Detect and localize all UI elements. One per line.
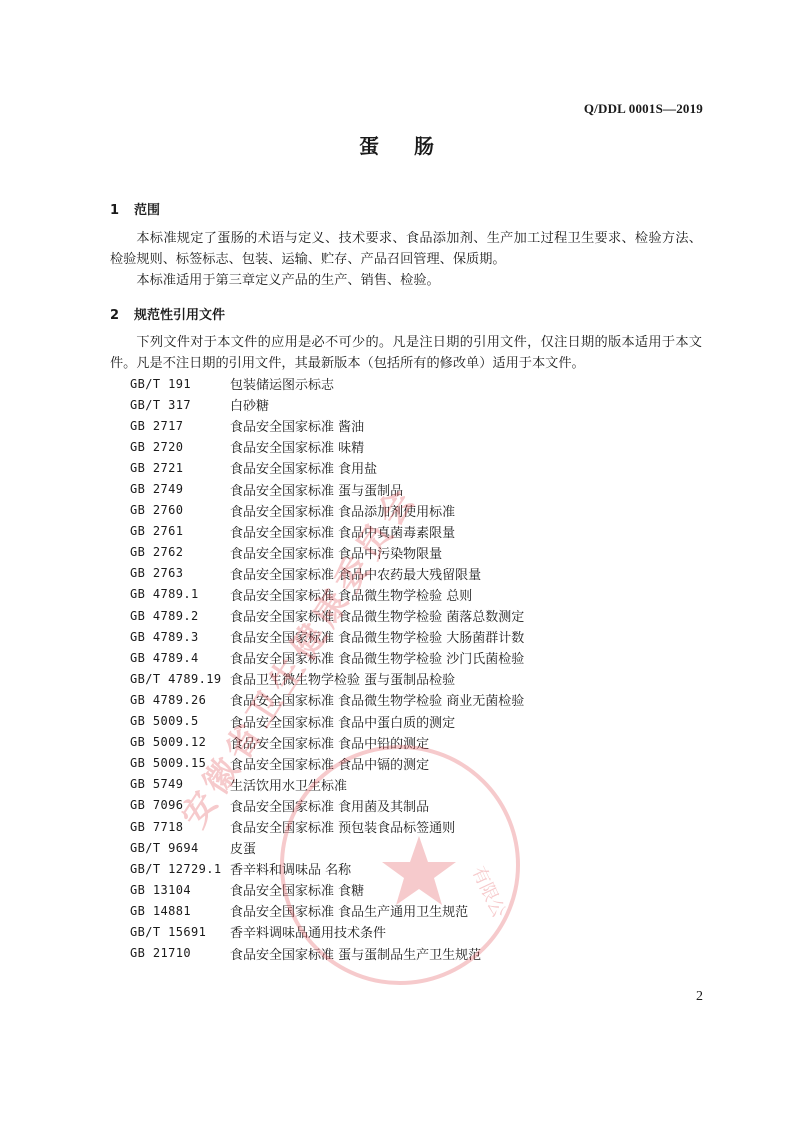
reference-list: [130, 373, 524, 964]
seal-text: 有限公: [467, 863, 510, 922]
reference-item: [130, 563, 524, 584]
reference-title: 食品安全国家标准 食用盐: [230, 462, 378, 478]
reference-title: 食品安全国家标准 酱油: [230, 420, 365, 436]
reference-title: 食品安全国家标准 食品中农药最大残留限量: [230, 567, 482, 583]
reference-item: [130, 921, 524, 942]
reference-code: GB 4789.26: [130, 692, 207, 707]
reference-item: [130, 711, 524, 732]
reference-title: 食品安全国家标准 食品中蛋白质的测定: [230, 715, 456, 731]
reference-item: [130, 478, 524, 499]
reference-code: GB 7718: [130, 819, 184, 834]
reference-title: 皮蛋: [230, 842, 257, 858]
reference-title: 生活饮用水卫生标准: [230, 778, 348, 794]
reference-item: [130, 394, 524, 415]
reference-title: 食品安全国家标准 食品微生物学检验 大肠菌群计数: [230, 631, 525, 647]
reference-title: 食品安全国家标准 蛋与蛋制品: [230, 483, 404, 499]
paragraph: 本标准规定了蛋肠的术语与定义、技术要求、食品添加剂、生产加工过程卫生要求、检验方法、检验规则、标签标志、包装、运输、贮存、产品召回管理、保质期。: [110, 231, 702, 267]
reference-title: 香辛料和调味品 名称: [230, 863, 352, 879]
reference-item: [130, 689, 524, 710]
reference-title: 食品安全国家标准 食品微生物学检验 商业无菌检验: [230, 694, 525, 710]
reference-title: 食品安全国家标准 食品中污染物限量: [230, 546, 443, 562]
reference-item: [130, 542, 524, 563]
reference-code: GB 5009.12: [130, 735, 207, 750]
section-title: 规范性引用文件: [134, 308, 226, 323]
reference-item: [130, 879, 524, 900]
reference-code: GB 2717: [130, 418, 184, 433]
reference-title: 香辛料调味品通用技术条件: [230, 926, 387, 942]
section-title: 范围: [134, 203, 161, 218]
paragraph: 本标准适用于第三章定义产品的生产、销售、检验。: [136, 273, 440, 288]
section-heading: [110, 199, 160, 218]
reference-code: GB 7096: [130, 798, 184, 813]
reference-item: [130, 626, 524, 647]
reference-code: GB/T 317: [130, 397, 191, 412]
reference-code: GB 21710: [130, 946, 191, 961]
reference-code: GB 2720: [130, 439, 184, 454]
reference-title: 食品安全国家标准 食用菌及其制品: [230, 799, 430, 815]
reference-title: 食品安全国家标准 食品添加剂使用标准: [230, 504, 456, 520]
document-title: 蛋 肠: [359, 134, 448, 158]
reference-code: GB 2721: [130, 460, 184, 475]
section-number: 1: [110, 203, 120, 218]
reference-code: GB 5009.5: [130, 714, 199, 729]
reference-item: [130, 647, 524, 668]
reference-item: [130, 795, 524, 816]
reference-item: [130, 753, 524, 774]
reference-code: GB 5009.15: [130, 756, 207, 771]
reference-item: [130, 457, 524, 478]
reference-code: GB 2763: [130, 566, 184, 581]
reference-title: 食品安全国家标准 食品微生物学检验 沙门氏菌检验: [230, 652, 525, 668]
reference-code: GB 4789.4: [130, 650, 199, 665]
reference-code: GB/T 9694: [130, 840, 199, 855]
reference-code: GB 2749: [130, 482, 184, 497]
reference-title: 食品安全国家标准 食品中镉的测定: [230, 757, 430, 773]
reference-item: [130, 373, 524, 394]
section-number: 2: [110, 308, 120, 323]
reference-item: [130, 605, 524, 626]
paragraph: 下列文件对于本文件的应用是必不可少的。凡是注日期的引用文件，仅注日期的版本适用于本文件。凡是不注日期的引用文件，其最新版本（包括所有的修改单）适用于本文件。: [110, 335, 702, 371]
reference-item: [130, 415, 524, 436]
reference-title: 食品安全国家标准 食品中铅的测定: [230, 736, 430, 752]
section-heading: [110, 304, 225, 323]
reference-item: [130, 943, 524, 964]
reference-item: [130, 668, 524, 689]
reference-code: GB 14881: [130, 903, 191, 918]
reference-code: GB 2762: [130, 545, 184, 560]
reference-title: 食品安全国家标准 预包装食品标签通则: [230, 821, 456, 837]
reference-code: GB/T 191: [130, 376, 191, 391]
reference-code: GB 5749: [130, 777, 184, 792]
reference-item: [130, 858, 524, 879]
reference-item: [130, 500, 524, 521]
reference-item: [130, 837, 524, 858]
reference-code: GB/T 15691: [130, 924, 207, 939]
reference-title: 食品卫生微生物学检验 蛋与蛋制品检验: [230, 673, 456, 689]
reference-code: GB/T 4789.19: [130, 671, 222, 686]
reference-title: 食品安全国家标准 蛋与蛋制品生产卫生规范: [230, 947, 482, 963]
std-code: Q/DDL 0001S—2019: [583, 101, 703, 116]
reference-item: [130, 732, 524, 753]
reference-code: GB 4789.1: [130, 587, 199, 602]
reference-title: 白砂糖: [230, 399, 270, 415]
reference-item: [130, 900, 524, 921]
reference-item: [130, 521, 524, 542]
reference-title: 包装储运图示标志: [230, 378, 335, 394]
reference-item: [130, 584, 524, 605]
reference-code: GB 2760: [130, 503, 184, 518]
reference-item: [130, 816, 524, 837]
reference-code: GB/T 12729.1: [130, 861, 222, 876]
reference-code: GB 2761: [130, 524, 184, 539]
reference-title: 食品安全国家标准 食品生产通用卫生规范: [230, 905, 469, 921]
reference-code: GB 4789.2: [130, 608, 199, 623]
reference-item: [130, 436, 524, 457]
reference-title: 食品安全国家标准 食品微生物学检验 菌落总数测定: [230, 610, 525, 626]
reference-title: 食品安全国家标准 食糖: [230, 884, 365, 900]
page-number: 2: [696, 989, 703, 1004]
reference-title: 食品安全国家标准 味精: [230, 441, 365, 457]
reference-title: 食品安全国家标准 食品微生物学检验 总则: [230, 588, 473, 604]
watermark-text: 安徽省卫生健康委员会: [174, 477, 426, 835]
reference-title: 食品安全国家标准 食品中真菌毒素限量: [230, 525, 456, 541]
reference-item: [130, 774, 524, 795]
reference-code: GB 13104: [130, 882, 191, 897]
reference-code: GB 4789.3: [130, 629, 199, 644]
